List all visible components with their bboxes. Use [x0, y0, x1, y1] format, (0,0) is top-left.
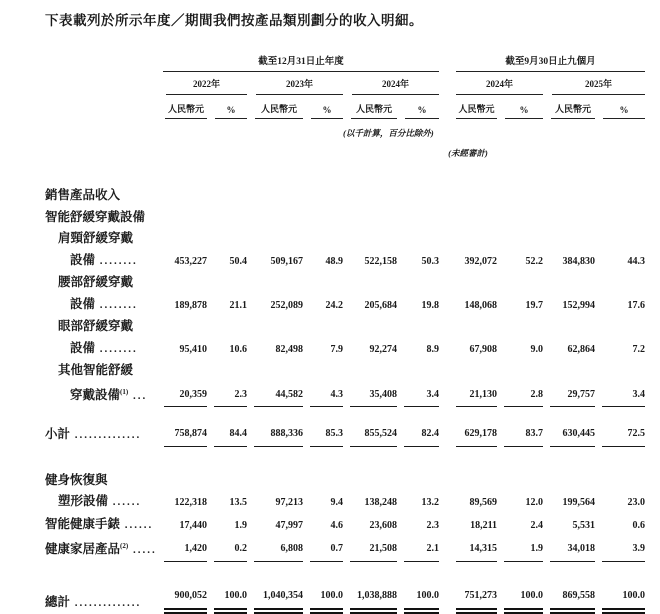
cell-percent: 19.7 [525, 299, 544, 311]
cell-percent: 72.5 [595, 423, 645, 447]
footnote-ref: (1) [120, 387, 129, 396]
cell-percent: 1.9 [234, 519, 247, 531]
cell-amount: 89,569 [469, 497, 498, 509]
cell-amount: 855,524 [343, 423, 397, 447]
cell-amount: 509,167 [270, 255, 303, 267]
cell-amount: 138,248 [364, 497, 397, 509]
cell-amount: 252,089 [270, 299, 303, 311]
cell-percent: 44.3 [627, 255, 646, 267]
cell-percent: 0.6 [632, 519, 646, 531]
data-row [45, 470, 645, 514]
cell-amount: 18,211 [470, 519, 498, 531]
data-row [45, 423, 645, 447]
cell-percent: 83.7 [497, 423, 543, 447]
spacer-cell [45, 119, 343, 139]
cell-amount: 205,684 [364, 299, 397, 311]
cell-amount: 869,558 [543, 585, 595, 614]
row-label: 健康家居產品$^{(2)}$ ..... [45, 542, 157, 557]
note-row-units [45, 119, 645, 139]
unit-header-rmb: 人民幣元 [247, 95, 303, 119]
cell-percent: 82.4 [397, 423, 439, 447]
unit-header-percent: % [497, 95, 543, 119]
data-row [45, 360, 645, 407]
spacer-row [45, 562, 645, 585]
cell-percent: 85.3 [303, 423, 343, 447]
cell-percent: 100.0 [207, 585, 247, 614]
cell-amount: 189,878 [174, 299, 207, 311]
data-row [45, 272, 645, 316]
cell-percent: 2.3 [207, 360, 247, 407]
cell-percent: 52.2 [525, 255, 544, 267]
cell-amount: 152,994 [562, 299, 596, 311]
cell-amount: 751,273 [439, 585, 497, 614]
cell-percent: 4.3 [303, 360, 343, 407]
row-label: 總計 .............. [45, 594, 142, 609]
cell-amount: 97,213 [275, 497, 303, 509]
cell-amount: 522,158 [364, 255, 397, 267]
spacer-cell [497, 139, 645, 159]
cell-percent: 9.0 [530, 343, 544, 355]
cell-amount: 758,874 [157, 423, 207, 447]
note-row-unaudited [45, 139, 645, 159]
cell-percent: 1.9 [497, 536, 543, 562]
units-note: (以千計算，百分比除外) [343, 128, 434, 138]
footnote-ref: (2) [120, 542, 129, 551]
cell-amount: 5,531 [572, 519, 596, 531]
unit-header-percent: % [397, 95, 439, 119]
cell-percent: 100.0 [397, 585, 439, 614]
unit-header-rmb: 人民幣元 [157, 95, 207, 119]
cell-percent: 7.9 [330, 343, 343, 355]
data-row [45, 585, 645, 614]
cell-amount: 34,018 [543, 536, 595, 562]
cell-percent: 9.4 [330, 497, 343, 509]
unit-header-rmb: 人民幣元 [543, 95, 595, 119]
year-header-2022: 2022年 [157, 72, 247, 95]
cell-percent: 3.9 [595, 536, 645, 562]
cell-percent: 100.0 [303, 585, 343, 614]
cell-amount: 629,178 [439, 423, 497, 447]
year-header-row [45, 72, 645, 95]
unit-header-rmb: 人民幣元 [439, 95, 497, 119]
unit-header-percent: % [595, 95, 645, 119]
cell-percent: 50.4 [229, 255, 247, 267]
corner-spacer [45, 51, 157, 72]
cell-percent: 23.0 [627, 497, 646, 509]
section-header-row [45, 185, 645, 207]
cell-amount: 1,038,888 [343, 585, 397, 614]
cell-percent: 10.6 [229, 343, 247, 355]
unit-header-row [45, 95, 645, 119]
cell-percent: 7.2 [632, 343, 646, 355]
revenue-breakdown-table [45, 51, 645, 614]
cell-amount: 888,336 [247, 423, 303, 447]
cell-amount: 6,808 [247, 536, 303, 562]
cell-amount: 23,608 [369, 519, 397, 531]
cell-amount: 95,410 [179, 343, 207, 355]
data-row [45, 316, 645, 360]
row-label: 智能舒緩穿戴設備 [45, 209, 146, 224]
dot-leader: ...... [120, 518, 154, 531]
cell-amount: 92,274 [369, 343, 397, 355]
row-label: 健身恢復與 塑形設備 ...... [45, 472, 142, 509]
cell-amount: 20,359 [157, 360, 207, 407]
corner-spacer [45, 95, 157, 119]
row-label: 智能健康手錶 ...... [45, 516, 154, 531]
row-label: 其他智能舒緩 穿戴設備$^{(1)}$ ... [58, 363, 148, 402]
cell-percent: 2.8 [497, 360, 543, 407]
row-label: 小計 .............. [45, 427, 142, 442]
cell-percent: 0.7 [303, 536, 343, 562]
cell-percent: 100.0 [595, 585, 645, 614]
period-group-annual: 截至12月31日止年度 [157, 51, 439, 72]
cell-percent: 50.3 [421, 255, 440, 267]
unaudited-note: (未經審計) [448, 148, 488, 158]
unit-header-percent: % [303, 95, 343, 119]
dot-leader: .............. [70, 596, 142, 609]
unit-header-rmb: 人民幣元 [343, 95, 397, 119]
cell-percent: 48.9 [325, 255, 343, 267]
cell-amount: 384,830 [562, 255, 596, 267]
data-row [45, 514, 645, 537]
cell-amount: 1,420 [157, 536, 207, 562]
cell-amount: 21,508 [343, 536, 397, 562]
cell-amount: 900,052 [157, 585, 207, 614]
year-header-9m2024: 2024年 [439, 72, 543, 95]
unit-header-percent: % [207, 95, 247, 119]
page-title: 下表載列於所示年度／期間我們按產品類別劃分的收入明細。 [45, 13, 423, 28]
cell-percent: 3.4 [595, 360, 645, 407]
cell-percent: 24.2 [325, 299, 343, 311]
corner-spacer [45, 72, 157, 95]
cell-percent: 12.0 [525, 497, 544, 509]
cell-amount: 199,564 [562, 497, 596, 509]
year-header-2023: 2023年 [247, 72, 343, 95]
cell-percent: 19.8 [421, 299, 440, 311]
spacer-cell [439, 119, 645, 139]
cell-percent: 8.9 [426, 343, 440, 355]
cell-percent: 4.6 [330, 519, 343, 531]
dot-leader: ........ [95, 298, 138, 311]
cell-amount: 453,227 [174, 255, 207, 267]
section-header-row [45, 207, 645, 229]
spacer-row [45, 159, 645, 185]
data-row [45, 228, 645, 272]
cell-amount: 14,315 [439, 536, 497, 562]
cell-amount: 630,445 [543, 423, 595, 447]
cell-percent: 100.0 [497, 585, 543, 614]
cell-amount: 62,864 [567, 343, 596, 355]
cell-percent: 13.5 [229, 497, 247, 509]
dot-leader: ...... [108, 496, 142, 509]
dot-leader: ........ [95, 342, 138, 355]
cell-amount: 17,440 [179, 519, 207, 531]
cell-amount: 29,757 [543, 360, 595, 407]
cell-percent: 84.4 [207, 423, 247, 447]
dot-leader: .............. [70, 429, 142, 442]
period-group-header-row [45, 51, 645, 72]
dot-leader: ... [128, 389, 148, 402]
cell-percent: 21.1 [229, 299, 247, 311]
row-label: 肩頸舒緩穿戴 設備 ........ [58, 231, 138, 267]
cell-amount: 148,068 [464, 299, 498, 311]
row-label: 銷售產品收入 [45, 188, 121, 202]
dot-leader: ........ [95, 254, 138, 267]
cell-percent: 2.1 [397, 536, 439, 562]
dot-leader: ..... [128, 544, 157, 557]
row-label: 眼部舒緩穿戴 設備 ........ [58, 319, 138, 355]
cell-amount: 82,498 [275, 343, 303, 355]
cell-percent: 3.4 [397, 360, 439, 407]
cell-amount: 44,582 [247, 360, 303, 407]
cell-amount: 35,408 [343, 360, 397, 407]
cell-amount: 21,130 [439, 360, 497, 407]
cell-percent: 2.3 [426, 519, 440, 531]
cell-amount: 392,072 [464, 255, 498, 267]
cell-amount: 67,908 [469, 343, 498, 355]
spacer-cell [45, 139, 439, 159]
year-header-2024: 2024年 [343, 72, 439, 95]
cell-amount: 47,997 [275, 519, 303, 531]
spacer-row [45, 407, 645, 423]
cell-percent: 2.4 [530, 519, 544, 531]
period-group-interim: 截至9月30日止九個月 [439, 51, 645, 72]
row-label: 腰部舒緩穿戴 設備 ........ [58, 275, 138, 311]
cell-amount: 122,318 [174, 497, 207, 509]
cell-percent: 13.2 [421, 497, 440, 509]
cell-percent: 17.6 [627, 299, 646, 311]
cell-amount: 1,040,354 [247, 585, 303, 614]
cell-percent: 0.2 [207, 536, 247, 562]
spacer-row [45, 447, 645, 470]
year-header-9m2025: 2025年 [543, 72, 645, 95]
data-row [45, 536, 645, 562]
